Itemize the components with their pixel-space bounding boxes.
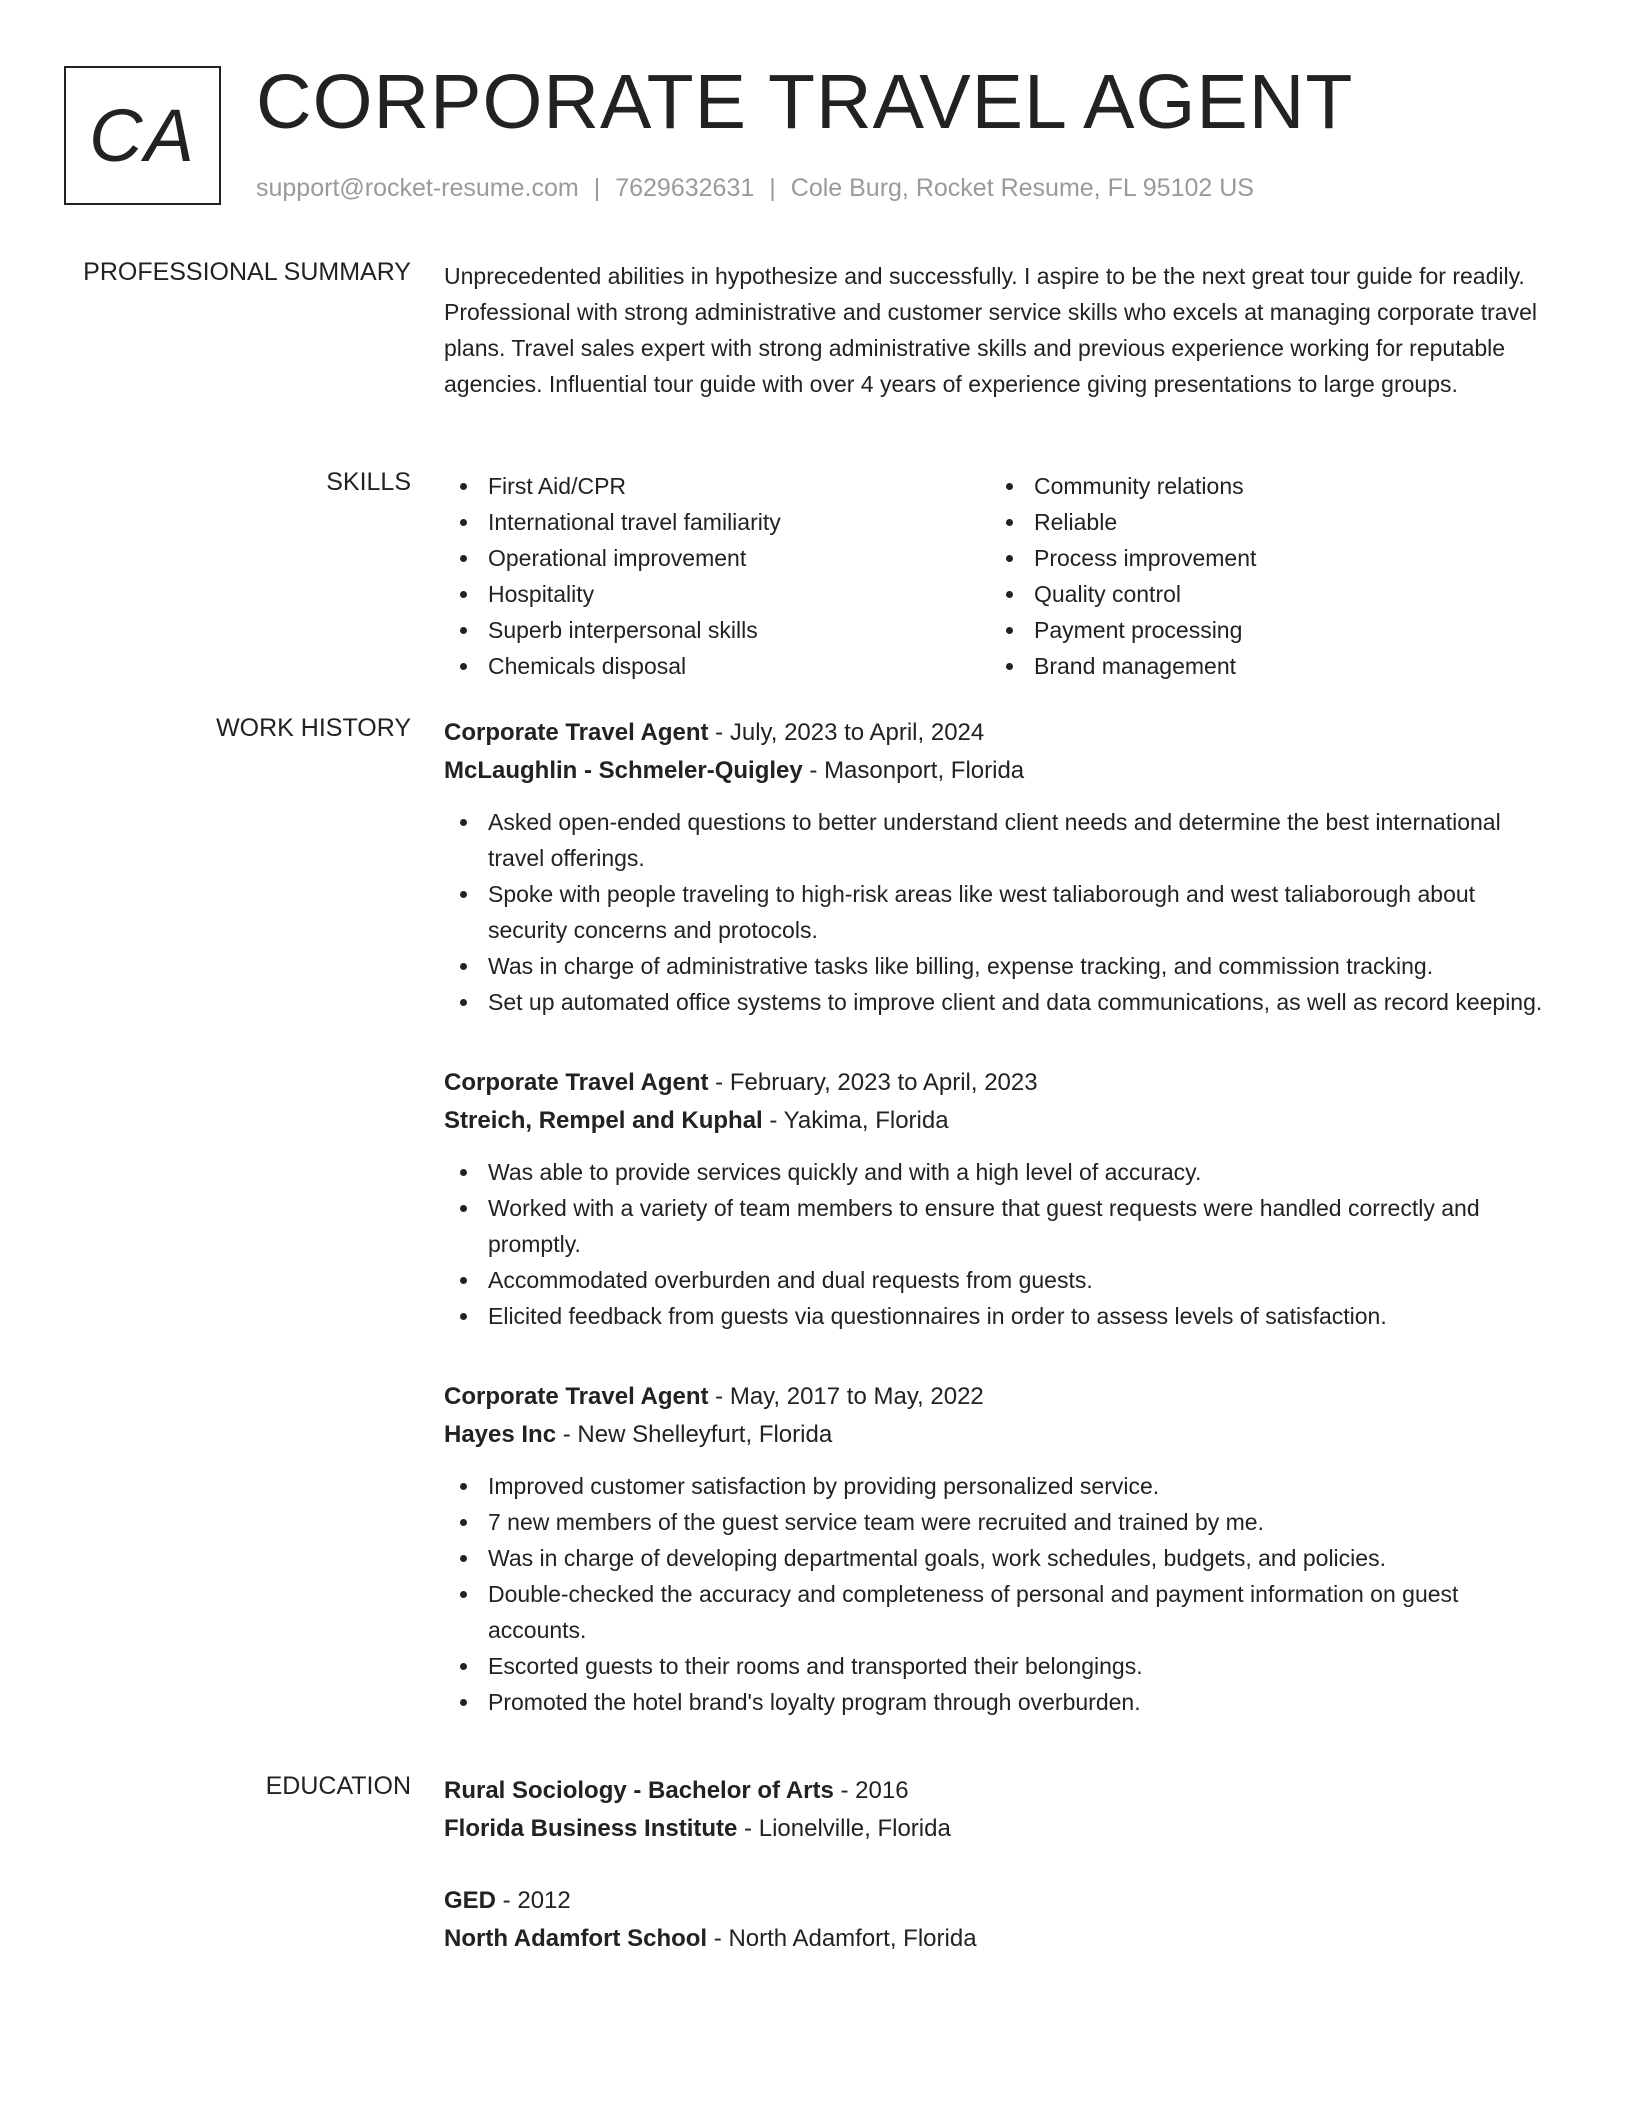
skill-item: Brand management (990, 648, 1536, 684)
skills-column-right (990, 468, 1536, 684)
job-bullet: Promoted the hotel brand's loyalty program through overburden. (444, 1684, 1554, 1720)
job-entry (444, 714, 1554, 1020)
job-location: - Yakima, Florida (762, 1107, 949, 1134)
school-line (444, 1920, 1554, 1958)
job-company-line (444, 1416, 1554, 1454)
job-bullets (444, 1154, 1554, 1334)
skills-body (444, 468, 1554, 684)
job-bullet: Elicited feedback from guests via questionnaires in order to assess levels of satisfaction. (444, 1298, 1554, 1334)
contact-separator: | (769, 174, 776, 202)
school-line (444, 1810, 1554, 1848)
section-label-education: EDUCATION (265, 1772, 411, 1800)
job-company-line (444, 752, 1554, 790)
job-bullet: Was in charge of administrative tasks like billing, expense tracking, and commission tracking. (444, 948, 1554, 984)
job-title-line (444, 714, 1554, 752)
job-title-line (444, 1378, 1554, 1416)
skill-item: Superb interpersonal skills (444, 612, 990, 648)
job-title-line (444, 1064, 1554, 1102)
job-bullet: Was able to provide services quickly and with a high level of accuracy. (444, 1154, 1554, 1190)
education-entry (444, 1772, 1554, 1848)
job-dates: - July, 2023 to April, 2024 (708, 719, 985, 746)
job-title: Corporate Travel Agent (444, 1069, 709, 1096)
school-name: North Adamfort School (444, 1925, 708, 1952)
skill-item: First Aid/CPR (444, 468, 990, 504)
school-location: - North Adamfort, Florida (707, 1925, 977, 1952)
job-bullet: Escorted guests to their rooms and transported their belongings. (444, 1648, 1554, 1684)
degree-name: Rural Sociology - Bachelor of Arts (444, 1777, 834, 1804)
skill-item: Operational improvement (444, 540, 990, 576)
job-bullet: Asked open-ended questions to better understand client needs and determine the best international travel offerings. (444, 804, 1554, 876)
skills-column-left (444, 468, 990, 684)
contact-address: Cole Burg, Rocket Resume, FL 95102 US (790, 174, 1254, 202)
job-bullets (444, 804, 1554, 1020)
skill-item: Payment processing (990, 612, 1536, 648)
job-bullet: Double-checked the accuracy and completeness of personal and payment information on guest accounts. (444, 1576, 1554, 1648)
school-location: - Lionelville, Florida (737, 1815, 951, 1842)
monogram-box (64, 66, 221, 205)
skill-item: Community relations (990, 468, 1536, 504)
contact-separator: | (593, 174, 601, 202)
contact-line (256, 174, 1254, 203)
job-entry (444, 1378, 1554, 1720)
job-title: Corporate Travel Agent (444, 1383, 709, 1410)
job-entry (444, 1064, 1554, 1334)
skill-item: Process improvement (990, 540, 1536, 576)
degree-line (444, 1882, 1554, 1920)
job-company: Hayes Inc (444, 1421, 557, 1448)
job-dates: - May, 2017 to May, 2022 (708, 1383, 984, 1410)
job-bullet: Accommodated overburden and dual requests from guests. (444, 1262, 1554, 1298)
job-company: Streich, Rempel and Kuphal (444, 1107, 763, 1134)
job-bullet: Set up automated office systems to improve client and data communications, as well as record keeping. (444, 984, 1554, 1020)
job-title: Corporate Travel Agent (444, 719, 709, 746)
job-bullets (444, 1468, 1554, 1720)
job-bullet: Worked with a variety of team members to ensure that guest requests were handled correctly and promptly. (444, 1190, 1554, 1262)
job-bullet: Improved customer satisfaction by providing personalized service. (444, 1468, 1554, 1504)
degree-line (444, 1772, 1554, 1810)
section-label-work: WORK HISTORY (216, 714, 411, 742)
skill-item: Reliable (990, 504, 1536, 540)
skill-item: Chemicals disposal (444, 648, 990, 684)
job-bullet: Was in charge of developing departmental goals, work schedules, budgets, and policies. (444, 1540, 1554, 1576)
section-label-skills: SKILLS (326, 468, 411, 496)
summary-text: Unprecedented abilities in hypothesize and successfully. I aspire to be the next great tour guide for readily. Professional with strong administrative and customer service skills who excels at managing corporate travel plans. Travel sales expert with strong administrative skills and previous experience working for reputable agencies. Influential tour guide with over 4 years of experience giving presentations to large groups. (444, 263, 1537, 397)
contact-phone: 7629632631 (615, 174, 755, 202)
job-bullet: 7 new members of the guest service team were recruited and trained by me. (444, 1504, 1554, 1540)
degree-name: GED (444, 1887, 497, 1914)
job-location: - New Shelleyfurt, Florida (556, 1421, 833, 1448)
candidate-name: CORPORATE TRAVEL AGENT (256, 59, 1354, 145)
job-dates: - February, 2023 to April, 2023 (708, 1069, 1038, 1096)
section-label-summary: PROFESSIONAL SUMMARY (83, 258, 411, 286)
monogram-initials: CA (89, 94, 196, 177)
job-bullet: Spoke with people traveling to high-risk areas like west taliaborough and west taliaborough about security concerns and protocols. (444, 876, 1554, 948)
summary-body (444, 258, 1554, 402)
work-body (444, 714, 1554, 1720)
job-location: - Masonport, Florida (802, 757, 1025, 784)
job-company-line (444, 1102, 1554, 1140)
degree-year: - 2012 (496, 1887, 571, 1914)
education-body (444, 1772, 1554, 1992)
skill-item: Hospitality (444, 576, 990, 612)
education-entry (444, 1882, 1554, 1958)
contact-email: support@rocket-resume.com (256, 174, 579, 202)
degree-year: - 2016 (833, 1777, 909, 1804)
school-name: Florida Business Institute (444, 1815, 738, 1842)
skill-item: Quality control (990, 576, 1536, 612)
job-company: McLaughlin - Schmeler-Quigley (444, 757, 803, 784)
skill-item: International travel familiarity (444, 504, 990, 540)
